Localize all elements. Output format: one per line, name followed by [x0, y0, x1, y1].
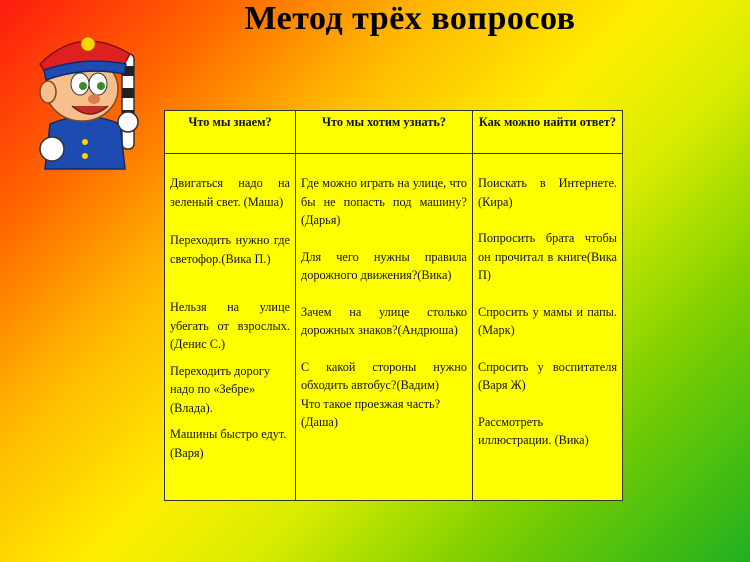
list-item: Где можно играть на улице, что бы не попасть под машину?(Дарья)	[301, 176, 467, 227]
list-item: Для чего нужны правила дорожного движения?(Вика)	[301, 249, 467, 282]
table-row	[165, 154, 623, 501]
list-item: Нельзя на улице убегать от взрослых.(Денис С.)	[170, 300, 290, 351]
list-item: Машины быстро едут.(Варя)	[170, 427, 287, 460]
traffic-officer-mascot-icon	[10, 4, 160, 174]
header-know: Что мы знаем?	[165, 111, 296, 154]
list-item: Переходить дорогу надо по «Зебре» (Влада).	[170, 363, 271, 415]
header-how-to-find: Как можно найти ответ?	[473, 111, 623, 154]
col-know-cell	[165, 154, 296, 501]
list-item: С какой стороны нужно обходить автобус?(Вадим)	[301, 359, 467, 392]
page-title: Метод трёх вопросов	[244, 0, 576, 37]
list-item: Спросить у мамы и папы.(Марк)	[478, 304, 617, 337]
list-item: Рассмотреть иллюстрации. (Вика)	[478, 414, 589, 447]
list-item: Двигаться надо на зеленый свет. (Маша)	[170, 176, 290, 209]
col-want-to-know-cell	[296, 154, 473, 501]
list-item: Поискать в Интернете.(Кира)	[478, 176, 617, 209]
header-want-to-know: Что мы хотим узнать?	[296, 111, 473, 154]
list-item: Спросить у воспитателя (Варя Ж)	[478, 359, 617, 392]
list-item: Переходить нужно где светофор.(Вика П.)	[170, 233, 290, 266]
col-how-to-find-cell	[473, 154, 623, 501]
table-header-row	[165, 111, 623, 154]
three-questions-table	[164, 110, 623, 501]
list-item: Что такое проезжая часть?(Даша)	[301, 396, 441, 429]
list-item: Попросить брата чтобы он прочитал в книге(Вика П)	[478, 231, 617, 282]
list-item: Зачем на улице столько дорожных знаков?(Андрюша)	[301, 304, 467, 337]
